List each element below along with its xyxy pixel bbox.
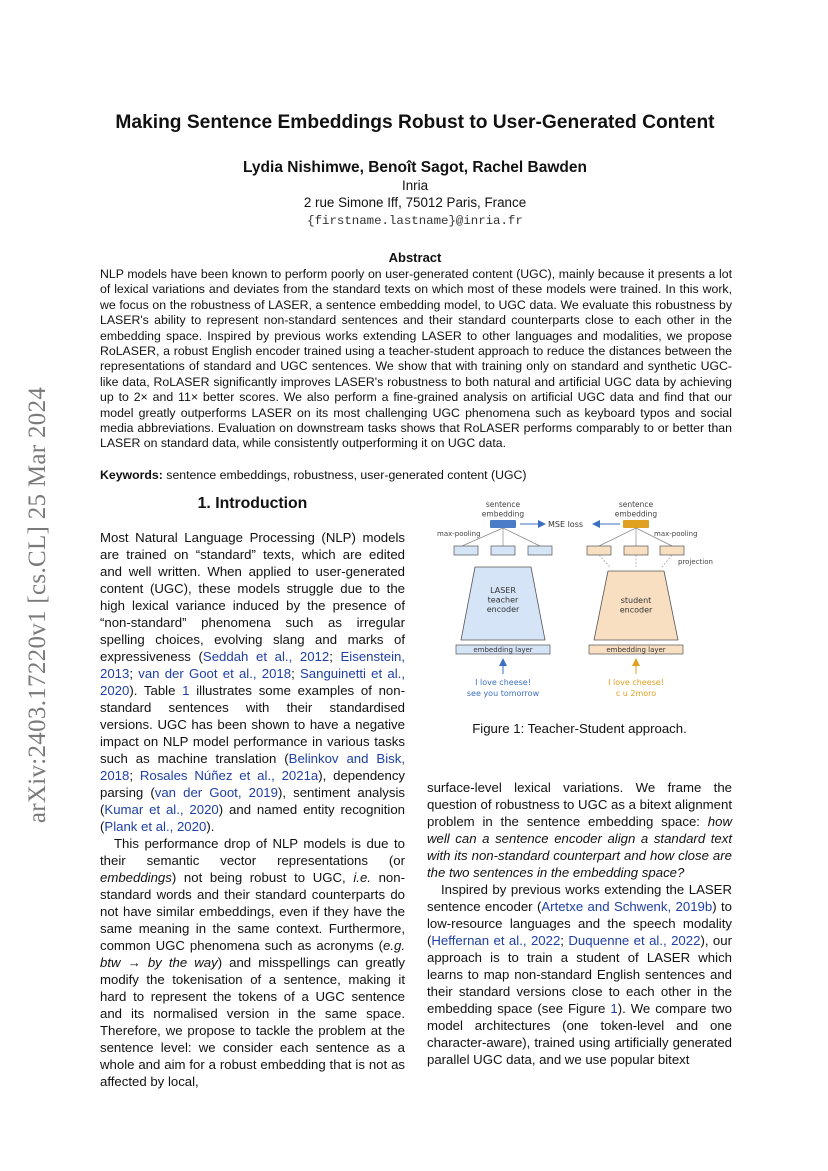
text-span: Inspired by previous works extending the LASER sentence encoder ( xyxy=(427,882,732,914)
pool-line xyxy=(503,528,540,546)
citation-link[interactable]: Rosales Núñez et al., 2021a xyxy=(139,768,319,783)
teacher-encoder-label: LASER teacher encoder xyxy=(486,586,520,614)
teacher-token-vector xyxy=(528,546,552,555)
affiliation-address: 2 rue Simone Iff, 75012 Paris, France xyxy=(303,195,527,210)
emphasis: i.e. xyxy=(353,870,371,885)
text-span: This performance drop of NLP models is due to their semantic vector representations (or xyxy=(100,836,405,868)
emphasis: embeddings xyxy=(100,870,172,885)
right-input-sentence-1: I love cheese! xyxy=(608,678,664,687)
left-sentence-embedding-label: sentence embedding xyxy=(481,500,525,519)
mse-loss-label: MSE loss xyxy=(548,520,584,529)
text-span: ). Table xyxy=(129,683,183,698)
text-span: surface-level lexical variations. We frame the question of robustness to UGC as a bitext alignment problem in the sentence embedding space: xyxy=(427,780,732,829)
affiliation-email-line xyxy=(60,212,770,228)
student-embedding-vector xyxy=(623,520,649,528)
author-email: {firstname.lastname}@inria.fr xyxy=(307,214,523,228)
citation-link[interactable]: Seddah et al., 2012 xyxy=(202,649,330,664)
citation-link[interactable]: Kumar et al., 2020 xyxy=(104,802,219,817)
keywords-text: sentence embeddings, robustness, user-generated content (UGC) xyxy=(162,468,527,482)
projection-line xyxy=(662,555,672,567)
left-input-sentence-2: see you tomorrow xyxy=(466,689,540,698)
text-span: ), dependency parsing ( xyxy=(100,768,406,800)
teacher-embedding-vector xyxy=(490,520,516,528)
arxiv-identifier xyxy=(18,360,58,850)
text-span: ). xyxy=(206,819,215,834)
citation-link[interactable]: Duquenne et al., 2022 xyxy=(568,933,701,948)
teacher-token-vector xyxy=(491,546,515,555)
pool-line xyxy=(599,528,636,546)
student-token-vector xyxy=(587,546,611,555)
keywords-label: Keywords: xyxy=(100,468,163,482)
intro-paragraph-4 xyxy=(427,881,732,1068)
text-span: non-standard words and their standard counterparts do not have similar embeddings, even if they have the same meaning in the same context. Furthermore, common UGC phenomena such as acronyms ( xyxy=(100,870,405,953)
student-token-vector xyxy=(660,546,684,555)
text-span: ; xyxy=(560,933,569,948)
citation-link[interactable]: Belinkov and Bisk, 2018 xyxy=(100,751,405,783)
text-span: Most Natural Language Processing (NLP) models are trained on “standard” texts, which are edited and well written. When applied to user-generated content (UGC), these models struggle due to the high lexical variance induced by the presence of “non-standard” phenomena such as irregular spelling choices, evolving slang and marks of expressiveness ( xyxy=(100,530,405,664)
citation-link[interactable]: Artetxe and Schwenk, 2019b xyxy=(541,899,713,914)
citation-link[interactable]: van der Goot, 2019 xyxy=(154,785,278,800)
intro-paragraph-2 xyxy=(100,835,405,1090)
section-heading-introduction: 1. Introduction xyxy=(197,495,308,512)
authors: Lydia Nishimwe, Benoît Sagot, Rachel Bawden xyxy=(243,159,587,176)
text-span: ; xyxy=(329,649,341,664)
right-column xyxy=(427,779,732,1068)
text-span: ) and misspellings can greatly modify the tokenisation of a sentence, making it hard to represent the tokens of a UGC sentence and its normalised version in the same space. Therefore, we propose to tackle the problem at the sentence level: we consider each sentence as a whole and aim for a robust embedding that is not as affected by local, xyxy=(100,955,406,1089)
student-encoder-label: student encoder xyxy=(619,596,653,615)
text-span: ), sentiment analysis ( xyxy=(100,785,406,817)
paper-title: Making Sentence Embeddings Robust to User-Generated Content xyxy=(115,112,715,133)
research-question: how well can a sentence encoder align a standard text with its non-standard counterpart and how close are the two sentences in the embedding space? xyxy=(427,814,732,880)
arxiv-identifier-text: arXiv:2403.17220v1 [cs.CL] 25 Mar 2024 xyxy=(24,386,51,824)
citation-link[interactable]: Plank et al., 2020 xyxy=(104,819,207,834)
right-max-pooling-label: max-pooling xyxy=(654,530,698,538)
emphasis: e.g. btw → by the way xyxy=(100,938,405,970)
keywords xyxy=(100,468,732,482)
left-max-pooling-label: max-pooling xyxy=(437,530,481,538)
text-span: illustrates some examples of non-standard sentences with their standardised versions. UGC has been shown to have a negative impact on NLP model performance in various tasks such as machine translation ( xyxy=(100,683,405,766)
student-token-vector xyxy=(624,546,648,555)
text-span: ) not being robust to UGC, xyxy=(171,870,354,885)
left-input-sentence-1: I love cheese! xyxy=(475,678,531,687)
projection-line xyxy=(599,555,610,567)
text-span: ; xyxy=(129,666,139,681)
affiliation-org: Inria xyxy=(401,178,429,193)
left-embedding-layer-label: embedding layer xyxy=(473,646,533,654)
intro-paragraph-3 xyxy=(427,779,732,881)
citation-link[interactable]: van der Goot et al., 2018 xyxy=(138,666,292,681)
right-input-sentence-2: c u 2moro xyxy=(615,689,657,698)
abstract-heading: Abstract xyxy=(388,250,442,265)
table-ref-link[interactable]: 1 xyxy=(182,683,190,698)
abstract-body: NLP models have been known to perform poorly on user-generated content (UGC), mainly because it presents a lot of lexical variations and deviates from the standard texts on which most of these models were trained. In this work, we focus on the robustness of LASER, a sentence embedding model, to UGC data. We evaluate this robustness by LASER's ability to represent non-standard sentences and their standard counterparts close to each other in the embedding space. Inspired by previous works extending LASER to other languages and modalities, we propose RoLASER, a robust English encoder trained using a teacher-student approach to reduce the distances between the representations of standard and UGC sentences. We show that with training only on standard and synthetic UGC-like data, RoLASER significantly improves LASER's robustness to both natural and artificial UGC data by achieving up to 2× and 11× better scores. We also perform a fine-grained analysis on artificial UGC data and find that our model greatly outperforms LASER on its most challenging UGC phenomena such as keyboard typos and social media abbreviations. Evaluation on downstream tasks shows that RoLASER performs comparably to or better than LASER on standard data, while consistently outperforming it on UGC data. xyxy=(100,267,732,451)
text-span: ; xyxy=(291,666,300,681)
projection-label: projection xyxy=(678,558,713,566)
figure-ref-link[interactable]: 1 xyxy=(610,1001,618,1016)
citation-link[interactable]: Sanguinetti et al., 2020 xyxy=(100,666,405,698)
text-span: ) to low-resource languages and the speech modality ( xyxy=(427,899,732,948)
teacher-student-diagram xyxy=(432,497,728,707)
text-span: ) and named entity recognition ( xyxy=(100,802,405,834)
right-sentence-embedding-label: sentence embedding xyxy=(614,500,658,519)
text-span: ; xyxy=(129,768,140,783)
citation-link[interactable]: Heffernan et al., 2022 xyxy=(431,933,561,948)
left-column xyxy=(100,529,405,1090)
citation-link[interactable]: Eisenstein, 2013 xyxy=(100,649,406,681)
text-span: ), our approach is to train a student of LASER which learns to map non-standard English sentences and their standard versions close to each other in the embedding space (see Figure xyxy=(427,933,732,1016)
text-span: ). We compare two model architectures (one token-level and one character-aware), trained using artificially generated parallel UGC data, and we use popular bitext xyxy=(427,1001,733,1067)
intro-paragraph-1 xyxy=(100,529,405,835)
right-embedding-layer-label: embedding layer xyxy=(606,646,666,654)
figure-caption: Figure 1: Teacher-Student approach. xyxy=(472,721,687,736)
teacher-token-vector xyxy=(454,546,478,555)
